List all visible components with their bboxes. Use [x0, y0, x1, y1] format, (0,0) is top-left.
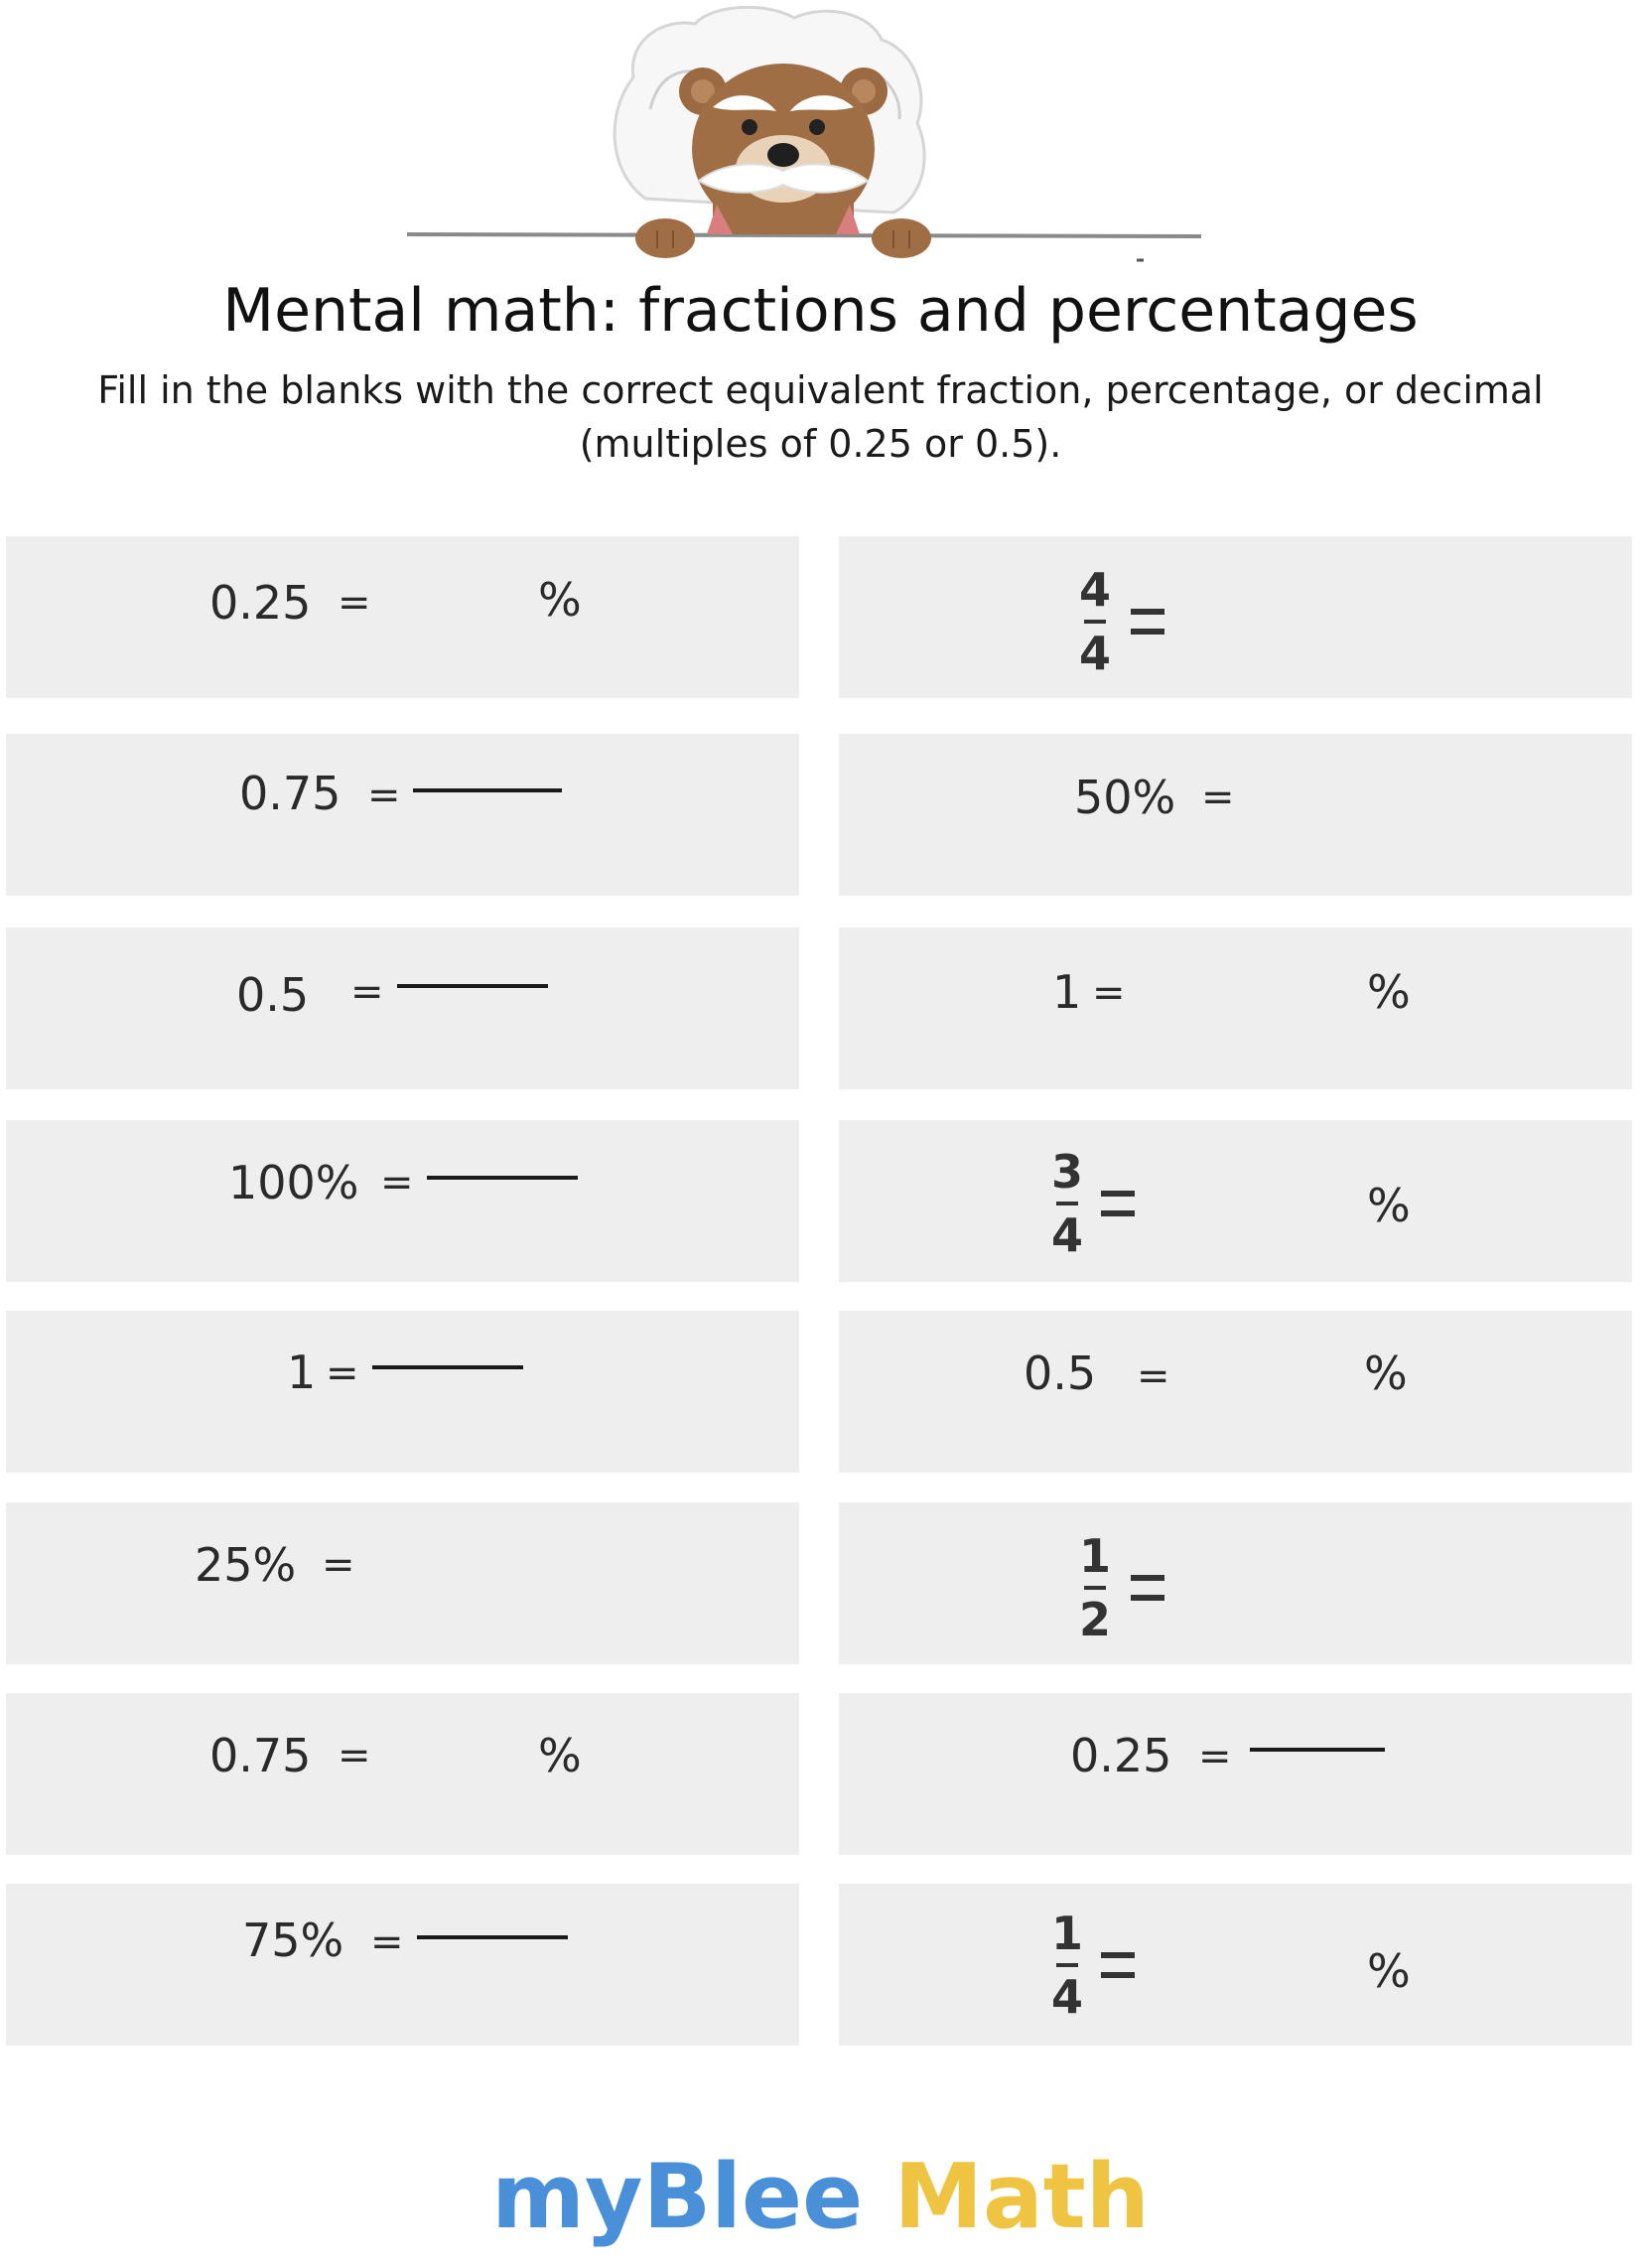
- fraction-denominator: 2: [1078, 1593, 1111, 1646]
- exercise-prompt: 1: [287, 1346, 317, 1399]
- percent-unit: %: [1367, 1944, 1411, 1998]
- equals-sign: [1131, 1573, 1164, 1603]
- answer-blank-line: [372, 1365, 523, 1369]
- exercise-card: [839, 1693, 1632, 1855]
- equals-sign: =: [1137, 1353, 1170, 1399]
- exercise-card: [839, 536, 1632, 698]
- fraction-bar: [1056, 1202, 1078, 1205]
- brand-logo-part1: myBlee: [491, 2145, 864, 2249]
- exercise-prompt: 0.75: [209, 1729, 312, 1782]
- exercise-card: [6, 536, 799, 698]
- percent-unit: %: [1364, 1347, 1408, 1400]
- fraction-numerator: 3: [1050, 1145, 1083, 1199]
- exercise-card: [6, 1884, 799, 2046]
- fraction-denominator: 4: [1050, 1208, 1083, 1262]
- instructions-line-1: Fill in the blanks with the correct equivalent fraction, percentage, or decimal: [97, 368, 1544, 412]
- percent-unit: %: [1367, 1179, 1411, 1232]
- equals-sign: =: [380, 1160, 414, 1205]
- answer-blank-line: [1250, 1748, 1385, 1752]
- percent-unit: %: [538, 1729, 582, 1782]
- exercise-prompt: 50%: [1074, 771, 1176, 824]
- equals-sign: =: [338, 580, 371, 626]
- fraction: [1047, 1145, 1087, 1262]
- answer-blank-line: [413, 788, 562, 792]
- exercise-card: [839, 1120, 1632, 1282]
- bear-mascot-icon: [397, 0, 1221, 268]
- equals-sign: [1101, 1189, 1135, 1218]
- exercise-prompt: 0.25: [1070, 1729, 1172, 1782]
- answer-blank-line: [427, 1176, 578, 1180]
- exercise-prompt: 25%: [195, 1538, 297, 1592]
- percent-unit: %: [1367, 965, 1411, 1019]
- answer-blank-line: [417, 1935, 568, 1939]
- equals-sign: =: [367, 773, 401, 818]
- fraction-numerator: 1: [1078, 1529, 1111, 1583]
- equals-sign: =: [326, 1350, 359, 1396]
- exercise-card: [6, 1311, 799, 1473]
- equals-sign: =: [338, 1733, 371, 1778]
- worksheet-instructions: [0, 363, 1641, 471]
- equals-sign: =: [1092, 970, 1126, 1016]
- worksheet-title: Mental math: fractions and percentages: [222, 276, 1419, 346]
- exercise-card: [6, 734, 799, 896]
- brand-logo: [0, 2145, 1641, 2249]
- exercise-card: [839, 1502, 1632, 1664]
- exercise-prompt: 0.75: [239, 767, 342, 820]
- fraction-denominator: 4: [1078, 627, 1111, 680]
- exercise-card: [6, 1502, 799, 1664]
- percent-unit: %: [538, 573, 582, 627]
- exercise-card: [839, 1311, 1632, 1473]
- fraction-bar: [1084, 1586, 1106, 1590]
- answer-blank-line: [397, 984, 548, 988]
- exercise-card: [6, 1120, 799, 1282]
- exercise-prompt: 75%: [242, 1914, 344, 1967]
- fraction-numerator: 4: [1078, 563, 1111, 617]
- exercise-prompt: 0.5: [236, 968, 310, 1022]
- fraction: [1075, 563, 1115, 680]
- equals-sign: [1101, 1950, 1135, 1980]
- fraction-bar: [1084, 620, 1106, 624]
- fraction-denominator: 4: [1050, 1970, 1083, 2024]
- instructions-line-2: (multiples of 0.25 or 0.5).: [579, 422, 1062, 466]
- fraction-numerator: 1: [1050, 1907, 1083, 1960]
- exercise-prompt: 0.25: [209, 576, 312, 630]
- equals-sign: =: [350, 969, 384, 1015]
- exercise-prompt: 100%: [228, 1156, 359, 1209]
- equals-sign: [1131, 607, 1164, 637]
- equals-sign: =: [322, 1542, 355, 1588]
- brand-logo-part2: Math: [893, 2145, 1150, 2249]
- fraction-bar: [1056, 1963, 1078, 1967]
- fraction: [1047, 1907, 1087, 2024]
- fraction: [1075, 1529, 1115, 1646]
- exercise-prompt: 1: [1052, 965, 1082, 1019]
- exercise-prompt: 0.5: [1024, 1347, 1097, 1400]
- exercise-card: [839, 734, 1632, 896]
- exercise-card: [839, 1884, 1632, 2046]
- exercise-card: [6, 1693, 799, 1855]
- exercise-card: [839, 927, 1632, 1089]
- equals-sign: =: [1198, 1734, 1232, 1779]
- equals-sign: =: [370, 1919, 404, 1965]
- equals-sign: =: [1201, 775, 1235, 820]
- exercise-card: [6, 927, 799, 1089]
